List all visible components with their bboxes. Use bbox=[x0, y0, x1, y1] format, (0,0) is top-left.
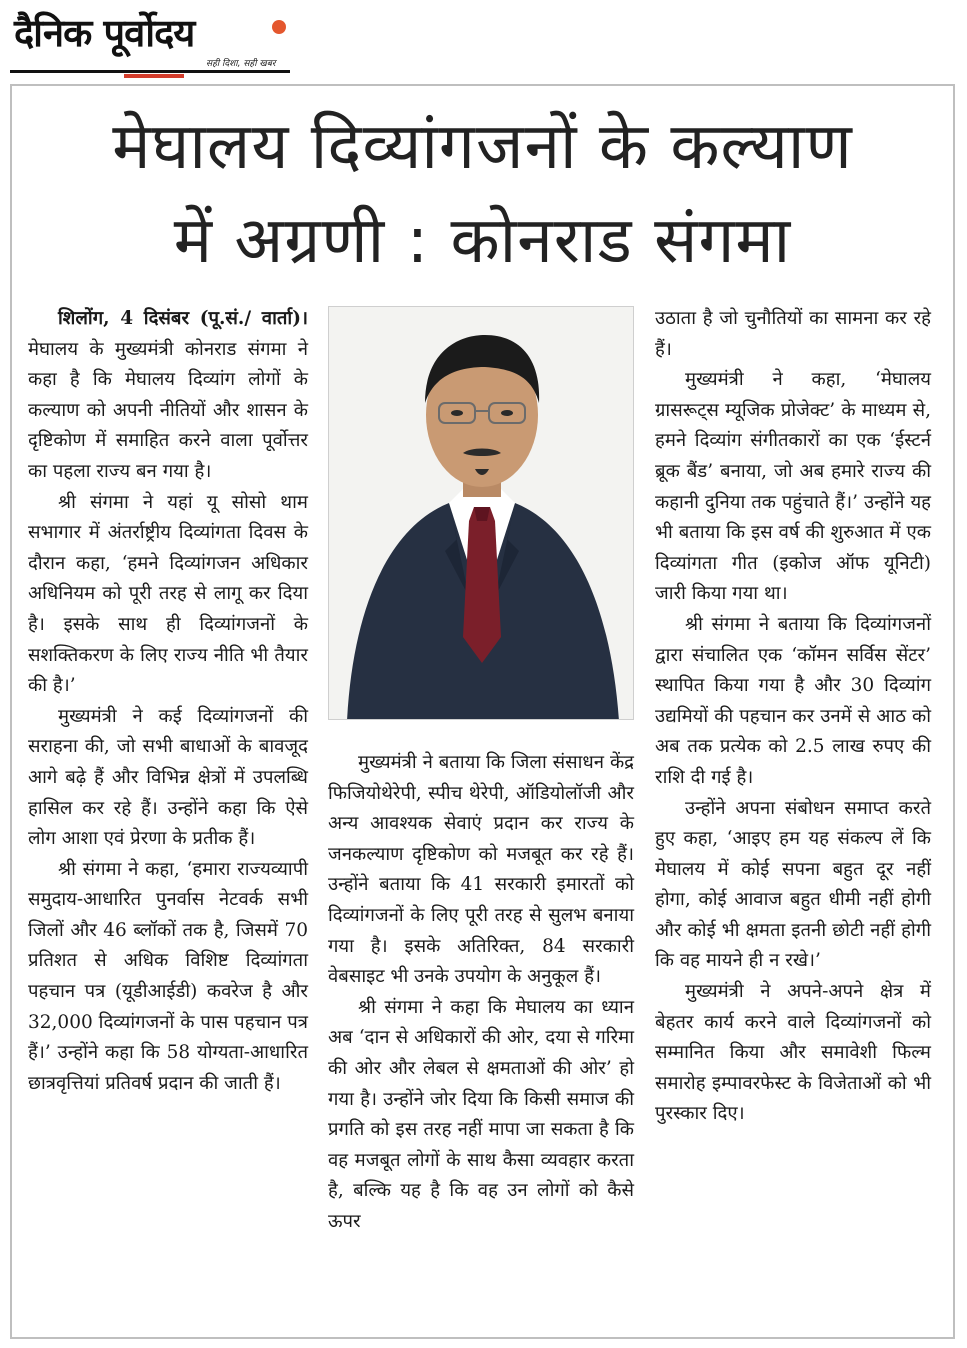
paragraph-text: मेघालय के मुख्यमंत्री कोनराड संगमा ने कहा है कि मेघालय दिव्यांग लोगों के कल्याण को अपनी नीतियों और शासन के दृष्टिकोण में समाहित करने वाला पूर्वोत्तर का पहला राज्य बन गया है। bbox=[28, 338, 308, 482]
article-column-1 bbox=[28, 304, 308, 1099]
paragraph: श्री संगमा ने यहां यू सोसो थाम सभागार में अंतर्राष्ट्रीय दिव्यांगता दिवस के दौरान कहा, ‘हमने दिव्यांगजन अधिकार अधिनियम को पूरी तरह से लागू कर दिया है। इसके साथ ही दिव्यांगजनों के सशक्तिकरण के लिए राज्य नीति भी तैयार की है।’ bbox=[28, 491, 308, 697]
logo-dot-icon bbox=[272, 20, 286, 34]
article-column-2 bbox=[328, 748, 634, 1238]
paragraph: श्री संगमा ने बताया कि दिव्यांगजनों द्वारा संचालित एक ‘कॉमन सर्विस सेंटर’ स्थापित किया गया है और 30 दिव्यांग उद्यमियों की पहचान कर उनमें से आठ को अब तक प्रत्येक को 2.5 लाख रुपए की राशि दी गई है। bbox=[655, 613, 931, 788]
article-headline bbox=[20, 100, 945, 288]
paragraph: मुख्यमंत्री ने बताया कि जिला संसाधन केंद्र फिजियोथेरेपी, स्पीच थेरेपी, ऑडियोलॉजी और अन्य आवश्यक सेवाएं प्रदान कर राज्य के जनकल्याण दृष्टिकोण को मजबूत कर रहे हैं। उन्होंने बताया कि 41 सरकारी इमारतों को दिव्यांगजनों के लिए पूरी तरह से सुलभ बनाया गया है। इसके अतिरिक्त, 84 सरकारी वेबसाइट भी उनके उपयोग के अनुकूल हैं। bbox=[328, 752, 634, 988]
masthead-rule bbox=[10, 70, 290, 73]
paragraph: मुख्यमंत्री ने कहा, ‘मेघालय ग्रासरूट्स म्यूजिक प्रोजेक्ट’ के माध्यम से, हमने दिव्यांग संगीतकारों का एक ‘ईस्टर्न ब्रूक बैंड’ बनाया, जो अब हमारे राज्य की कहानी दुनिया तक पहुंचाते हैं।’ उन्होंने यह भी बताया कि इस वर्ष की शुरुआत में एक दिव्यांगता गीत (इकोज ऑफ यूनिटी) जारी किया गया था। bbox=[655, 369, 931, 605]
masthead-accent-bar bbox=[124, 74, 184, 78]
paragraph: मुख्यमंत्री ने अपने-अपने क्षेत्र में बेहतर कार्य करने वाले दिव्यांगजनों को सम्मानित किया और समावेशी फिल्म समारोह इम्पावरफेस्ट के विजेताओं को भी पुरस्कार दिए। bbox=[655, 981, 931, 1125]
dateline: शिलोंग, 4 दिसंबर (पू.सं./ वार्ता)। bbox=[58, 308, 308, 329]
paragraph: श्री संगमा ने कहा, ‘हमारा राज्यव्यापी समुदाय-आधारित पुनर्वास नेटवर्क सभी जिलों और 46 ब्लॉकों तक है, जिसमें 70 प्रतिशत से अधिक विशिष्ट दिव्यांगता पहचान पत्र (यूडीआईडी) कवरेज है और 32,000 दिव्यांगजनों के पास पहचान पत्र हैं।’ उन्होंने कहा कि 58 योग्यता-आधारित छात्रवृत्तियां प्रतिवर्ष प्रदान की जाती हैं। bbox=[28, 858, 308, 1094]
paragraph: मुख्यमंत्री ने कई दिव्यांगजनों की सराहना की, जो सभी बाधाओं के बावजूद आगे बढ़े हैं और विभिन्न क्षेत्रों में उपलब्धि हासिल कर रहे हैं। उन्होंने कहा कि ऐसे लोग आशा एवं प्रेरणा के प्रतीक हैं। bbox=[28, 705, 308, 850]
headline-line-1: मेघालय दिव्यांगजनों के कल्याण bbox=[112, 110, 853, 184]
masthead bbox=[10, 6, 290, 72]
portrait-illustration bbox=[329, 307, 634, 720]
paragraph: श्री संगमा ने कहा कि मेघालय का ध्यान अब ‘दान से अधिकारों की ओर, दया से गरिमा की ओर और लेबल से क्षमताओं की ओर’ हो गया है। उन्होंने जोर दिया कि किसी समाज की प्रगति को इस तरह नहीं मापा जा सकता है कि वह मजबूत लोगों के साथ कैसा व्यवहार करता है, बल्कि यह है कि वह उन लोगों को कैसे ऊपर bbox=[328, 996, 634, 1232]
paragraph bbox=[28, 304, 308, 488]
newspaper-logo-title: दैनिक पूर्वोदय bbox=[14, 11, 195, 55]
headline-line-2: में अग्रणी : कोनराड संगमा bbox=[173, 204, 792, 278]
cm-portrait-photo bbox=[328, 306, 634, 720]
newspaper-tagline: सही दिशा, सही खबर bbox=[206, 59, 276, 69]
paragraph: उन्होंने अपना संबोधन समाप्त करते हुए कहा, ‘आइए हम यह संकल्प लें कि मेघालय में कोई सपना बहुत दूर नहीं होगा, कोई आवाज बहुत धीमी नहीं होगी और कोई भी क्षमता इतनी छोटी नहीं होगी कि वह मायने ही न रखे।’ bbox=[655, 797, 931, 972]
article-column-3 bbox=[655, 304, 931, 1130]
paragraph-continued: उठाता है जो चुनौतियों का सामना कर रहे हैं। bbox=[655, 308, 931, 360]
